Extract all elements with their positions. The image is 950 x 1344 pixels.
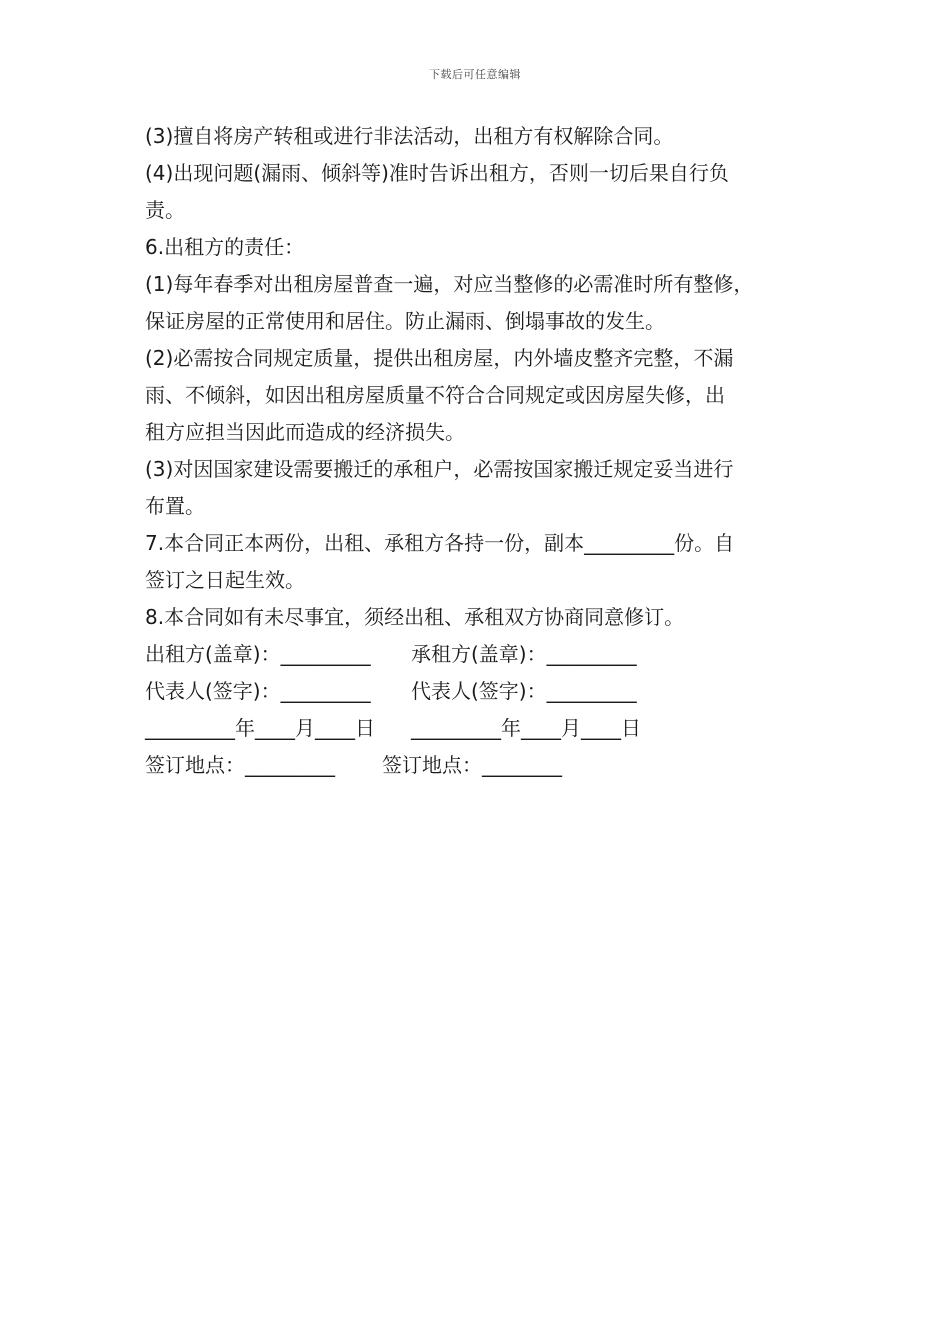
clause-line: 责。 xyxy=(145,198,185,222)
clause-line: 布置。 xyxy=(145,494,205,518)
clause-line: 保证房屋的正常使用和居住。防止漏雨、倒塌事故的发生。 xyxy=(145,309,665,333)
signature-row-date xyxy=(145,710,810,747)
lessor-representative-field: 代表人(签字)：_________ xyxy=(145,679,371,703)
clause-line: (4)出现问题(漏雨、倾斜等)准时告诉出租方，否则一切后果自行负 xyxy=(145,161,729,185)
clause-line: 签订之日起生效。 xyxy=(145,568,305,592)
lessor-place-field: 签订地点：_________ xyxy=(145,753,335,777)
clause-line: 雨、不倾斜，如因出租房屋质量不符合合同规定或因房屋失修，出 xyxy=(145,383,725,407)
lessee-seal-field: 承租方(盖章)：_________ xyxy=(411,642,637,666)
clause-line: (3)对因国家建设需要搬迁的承租户，必需按国家搬迁规定妥当进行 xyxy=(145,457,734,481)
clause-line: (1)每年春季对出租房屋普查一遍，对应当整修的必需准时所有整修， xyxy=(145,272,754,296)
lessor-seal-field: 出租方(盖章)：_________ xyxy=(145,642,371,666)
lessor-date-field: _________年____月____日 xyxy=(145,716,375,740)
lessee-place-field: 签订地点：________ xyxy=(382,753,562,777)
document-body xyxy=(145,118,810,784)
signature-row-representative xyxy=(145,673,810,710)
page-header-note: 下载后可任意编辑 xyxy=(429,68,521,81)
section-heading: 6.出租方的责任： xyxy=(145,235,305,259)
lessee-representative-field: 代表人(签字)：_________ xyxy=(411,679,637,703)
clause-line: (2)必需按合同规定质量，提供出租房屋，内外墙皮整齐完整，不漏 xyxy=(145,346,734,370)
signature-row-place xyxy=(145,747,810,784)
clause-line: (3)擅自将房产转租或进行非法活动，出租方有权解除合同。 xyxy=(145,124,674,148)
clause-line: 7.本合同正本两份，出租、承租方各持一份，副本_________份。自 xyxy=(145,531,735,555)
lessee-date-field: _________年____月____日 xyxy=(411,716,641,740)
signature-row-seal xyxy=(145,636,810,673)
clause-line: 租方应担当因此而造成的经济损失。 xyxy=(145,420,465,444)
clause-line: 8.本合同如有未尽事宜，须经出租、承租双方协商同意修订。 xyxy=(145,605,685,629)
